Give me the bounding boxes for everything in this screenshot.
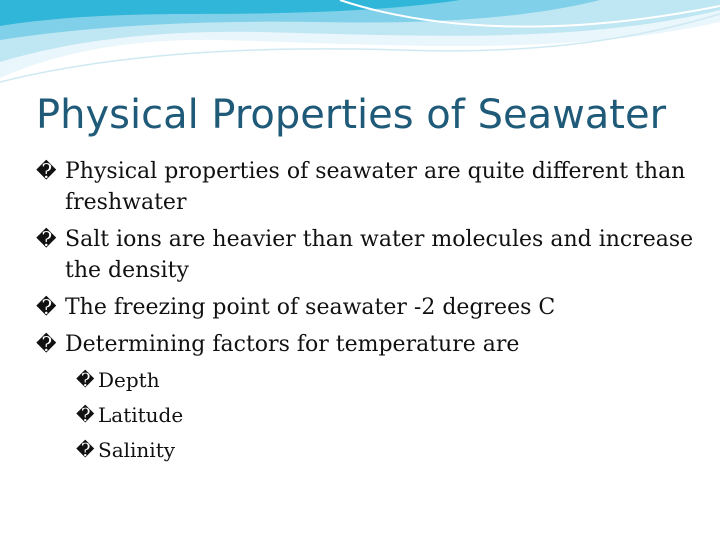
sub-bullet-item: [76, 401, 696, 430]
bullet-item: [36, 224, 696, 286]
bullet-glyph: �: [36, 332, 57, 356]
slide-body: [36, 156, 696, 471]
bullet-text: Salt ions are heavier than water molecules and increase the density: [65, 227, 694, 283]
sub-bullet-list: [36, 366, 696, 465]
bullet-item: [36, 156, 696, 218]
sub-bullet-item: [76, 366, 696, 395]
bullet-glyph: �: [36, 295, 57, 319]
bullet-text: Determining factors for temperature are: [65, 332, 520, 357]
bullet-glyph: �: [36, 159, 57, 183]
bullet-glyph: �: [76, 440, 95, 461]
bullet-text: The freezing point of seawater -2 degrees C: [65, 295, 556, 320]
bullet-item: [36, 292, 696, 323]
bullet-glyph: �: [36, 227, 57, 251]
sub-bullet-text: Latitude: [98, 403, 184, 427]
bullet-glyph: �: [76, 370, 95, 391]
sub-bullet-text: Salinity: [98, 438, 176, 462]
sub-bullet-text: Depth: [98, 368, 160, 392]
bullet-glyph: �: [76, 405, 95, 426]
bullet-text: Physical properties of seawater are quite different than freshwater: [65, 159, 686, 215]
sub-bullet-item: [76, 436, 696, 465]
bullet-item: [36, 329, 696, 360]
slide-title: Physical Properties of Seawater: [36, 92, 667, 138]
